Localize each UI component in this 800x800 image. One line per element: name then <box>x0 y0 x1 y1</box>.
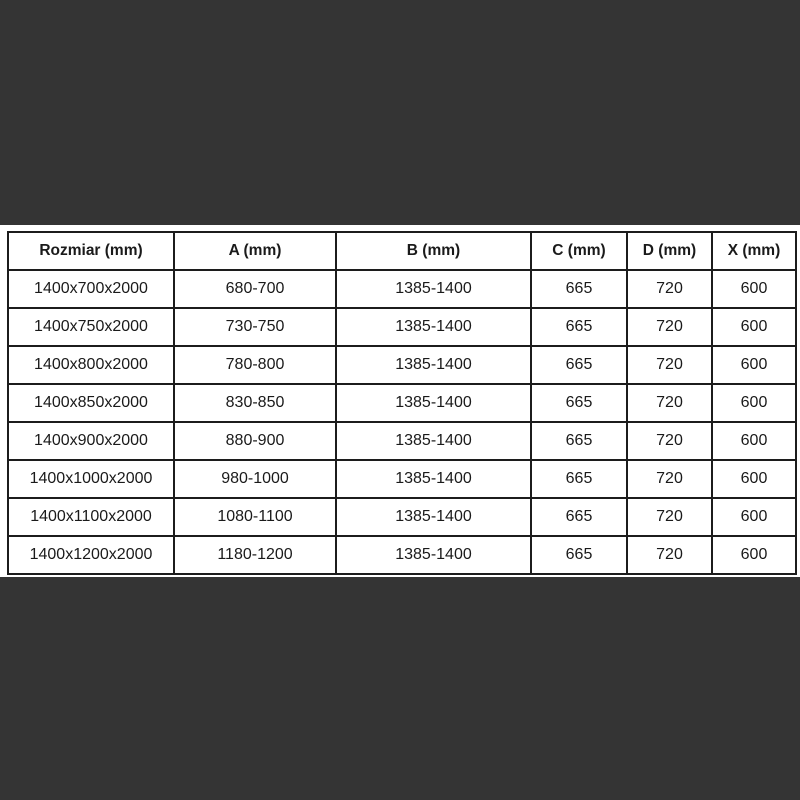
table-row <box>8 460 796 498</box>
table-row <box>8 308 796 346</box>
table-cell: 665 <box>531 270 627 308</box>
table-cell: 730-750 <box>174 308 336 346</box>
table-row <box>8 346 796 384</box>
table-cell: 1400x750x2000 <box>8 308 174 346</box>
table-cell: 665 <box>531 422 627 460</box>
table-cell: 600 <box>712 308 796 346</box>
table-cell: 600 <box>712 270 796 308</box>
table-cell: 600 <box>712 422 796 460</box>
table-cell: 720 <box>627 346 712 384</box>
header-row <box>8 232 796 270</box>
table-cell: 665 <box>531 498 627 536</box>
table-cell: 1180-1200 <box>174 536 336 574</box>
table-cell: 1080-1100 <box>174 498 336 536</box>
table-cell: 1400x700x2000 <box>8 270 174 308</box>
table-cell: 720 <box>627 422 712 460</box>
table-cell: 600 <box>712 460 796 498</box>
table-cell: 680-700 <box>174 270 336 308</box>
spec-table <box>7 231 797 575</box>
table-cell: 1400x1200x2000 <box>8 536 174 574</box>
table-cell: 880-900 <box>174 422 336 460</box>
table-cell: 1400x1100x2000 <box>8 498 174 536</box>
table-cell: 665 <box>531 536 627 574</box>
column-header-b: B (mm) <box>336 232 531 270</box>
table-cell: 665 <box>531 384 627 422</box>
table-cell: 1385-1400 <box>336 460 531 498</box>
table-cell: 600 <box>712 384 796 422</box>
table-cell: 1400x1000x2000 <box>8 460 174 498</box>
table-cell: 1400x850x2000 <box>8 384 174 422</box>
table-cell: 1385-1400 <box>336 384 531 422</box>
table-cell: 720 <box>627 270 712 308</box>
column-header-a: A (mm) <box>174 232 336 270</box>
table-cell: 1385-1400 <box>336 308 531 346</box>
table-panel <box>0 225 800 577</box>
table-cell: 600 <box>712 536 796 574</box>
table-cell: 600 <box>712 346 796 384</box>
table-cell: 1385-1400 <box>336 498 531 536</box>
table-cell: 665 <box>531 308 627 346</box>
column-header-rozmiar: Rozmiar (mm) <box>8 232 174 270</box>
table-cell: 720 <box>627 536 712 574</box>
table-cell: 1400x800x2000 <box>8 346 174 384</box>
table-cell: 665 <box>531 346 627 384</box>
table-cell: 720 <box>627 308 712 346</box>
table-cell: 780-800 <box>174 346 336 384</box>
column-header-x: X (mm) <box>712 232 796 270</box>
table-cell: 665 <box>531 460 627 498</box>
table-row <box>8 422 796 460</box>
table-cell: 1385-1400 <box>336 422 531 460</box>
table-cell: 1385-1400 <box>336 346 531 384</box>
table-row <box>8 270 796 308</box>
table-cell: 1385-1400 <box>336 270 531 308</box>
table-row <box>8 498 796 536</box>
table-row <box>8 536 796 574</box>
table-cell: 980-1000 <box>174 460 336 498</box>
table-cell: 720 <box>627 460 712 498</box>
table-cell: 720 <box>627 498 712 536</box>
table-cell: 1400x900x2000 <box>8 422 174 460</box>
column-header-d: D (mm) <box>627 232 712 270</box>
column-header-c: C (mm) <box>531 232 627 270</box>
table-cell: 830-850 <box>174 384 336 422</box>
table-cell: 1385-1400 <box>336 536 531 574</box>
table-cell: 600 <box>712 498 796 536</box>
table-cell: 720 <box>627 384 712 422</box>
table-row <box>8 384 796 422</box>
